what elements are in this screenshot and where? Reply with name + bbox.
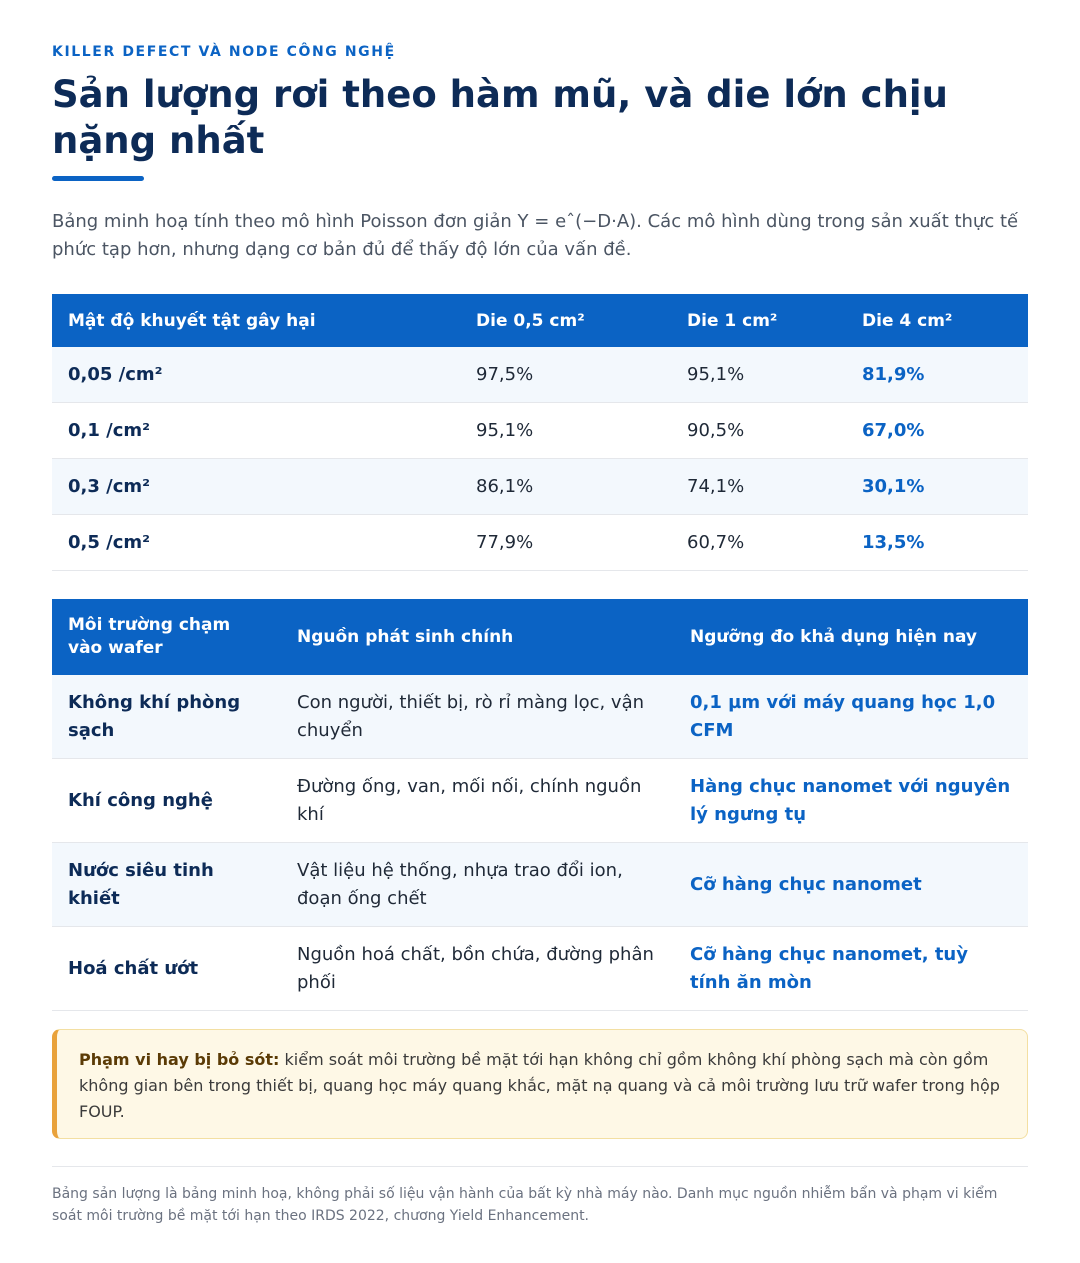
defect-density-cell: 0,1 /cm² — [52, 403, 460, 459]
source-cell: Vật liệu hệ thống, nhựa trao đổi ion, đoạn ống chết — [281, 843, 674, 927]
environment-table-header-row — [52, 599, 1028, 675]
yield-cell: 86,1% — [460, 459, 671, 515]
header-source: Nguồn phát sinh chính — [281, 599, 674, 675]
eyebrow-label: KILLER DEFECT VÀ NODE CÔNG NGHỆ — [52, 44, 396, 60]
yield-cell-highlight: 81,9% — [846, 347, 1028, 403]
threshold-cell: Cỡ hàng chục nanomet, tuỳ tính ăn mòn — [674, 927, 1028, 1011]
callout-label: Phạm vi hay bị bỏ sót: — [79, 1050, 280, 1069]
table-row — [52, 515, 1028, 571]
environment-cell: Không khí phòng sạch — [52, 675, 281, 759]
yield-cell: 74,1% — [671, 459, 846, 515]
header-environment: Môi trường chạm vào wafer — [52, 599, 281, 675]
yield-cell: 90,5% — [671, 403, 846, 459]
table-row — [52, 759, 1028, 843]
environment-cell: Khí công nghệ — [52, 759, 281, 843]
header-threshold: Ngưỡng đo khả dụng hiện nay — [674, 599, 1028, 675]
source-cell: Đường ống, van, mối nối, chính nguồn khí — [281, 759, 674, 843]
header-die-4: Die 4 cm² — [846, 294, 1028, 347]
yield-table-header-row — [52, 294, 1028, 347]
yield-cell: 95,1% — [671, 347, 846, 403]
yield-cell: 97,5% — [460, 347, 671, 403]
table-row — [52, 347, 1028, 403]
yield-cell: 60,7% — [671, 515, 846, 571]
yield-table — [52, 294, 1028, 571]
defect-density-cell: 0,05 /cm² — [52, 347, 460, 403]
table-row — [52, 403, 1028, 459]
table-row — [52, 675, 1028, 759]
page-title: Sản lượng rơi theo hàm mũ, và die lớn chịu nặng nhất — [52, 73, 948, 162]
footnote-divider — [52, 1166, 1028, 1167]
environment-cell: Hoá chất ướt — [52, 927, 281, 1011]
yield-cell-highlight: 30,1% — [846, 459, 1028, 515]
table-row — [52, 843, 1028, 927]
table-row — [52, 927, 1028, 1011]
title-underline — [52, 176, 144, 181]
footnote: Bảng sản lượng là bảng minh hoạ, không phải số liệu vận hành của bất kỳ nhà máy nào. Danh mục nguồn nhiễm bẩn và phạm vi kiểm soát môi trường bề mặt tới hạn theo IRDS 2022, chương Yield Enhancement. — [52, 1186, 998, 1224]
yield-cell-highlight: 67,0% — [846, 403, 1028, 459]
header-defect-density: Mật độ khuyết tật gây hại — [52, 294, 460, 347]
defect-density-cell: 0,5 /cm² — [52, 515, 460, 571]
source-cell: Nguồn hoá chất, bồn chứa, đường phân phối — [281, 927, 674, 1011]
yield-cell: 77,9% — [460, 515, 671, 571]
table-row — [52, 459, 1028, 515]
threshold-cell: Cỡ hàng chục nanomet — [674, 843, 1028, 927]
header-die-05: Die 0,5 cm² — [460, 294, 671, 347]
lead-paragraph: Bảng minh hoạ tính theo mô hình Poisson đơn giản Y = eˆ(−D·A). Các mô hình dùng trong sản xuất thực tế phức tạp hơn, nhưng dạng cơ bản đủ để thấy độ lớn của vấn đề. — [52, 211, 1019, 260]
environment-table — [52, 599, 1028, 1011]
yield-cell-highlight: 13,5% — [846, 515, 1028, 571]
threshold-cell: 0,1 µm với máy quang học 1,0 CFM — [674, 675, 1028, 759]
yield-cell: 95,1% — [460, 403, 671, 459]
callout-text: kiểm soát môi trường bề mặt tới hạn không chỉ gồm không khí phòng sạch mà còn gồm không gian bên trong thiết bị, quang học máy quang khắc, mặt nạ quang và cả môi trường lưu trữ wafer trong hộp FOUP. — [79, 1050, 1000, 1121]
defect-density-cell: 0,3 /cm² — [52, 459, 460, 515]
environment-cell: Nước siêu tinh khiết — [52, 843, 281, 927]
scope-callout — [52, 1029, 1028, 1139]
threshold-cell: Hàng chục nanomet với nguyên lý ngưng tụ — [674, 759, 1028, 843]
source-cell: Con người, thiết bị, rò rỉ màng lọc, vận chuyển — [281, 675, 674, 759]
header-die-1: Die 1 cm² — [671, 294, 846, 347]
